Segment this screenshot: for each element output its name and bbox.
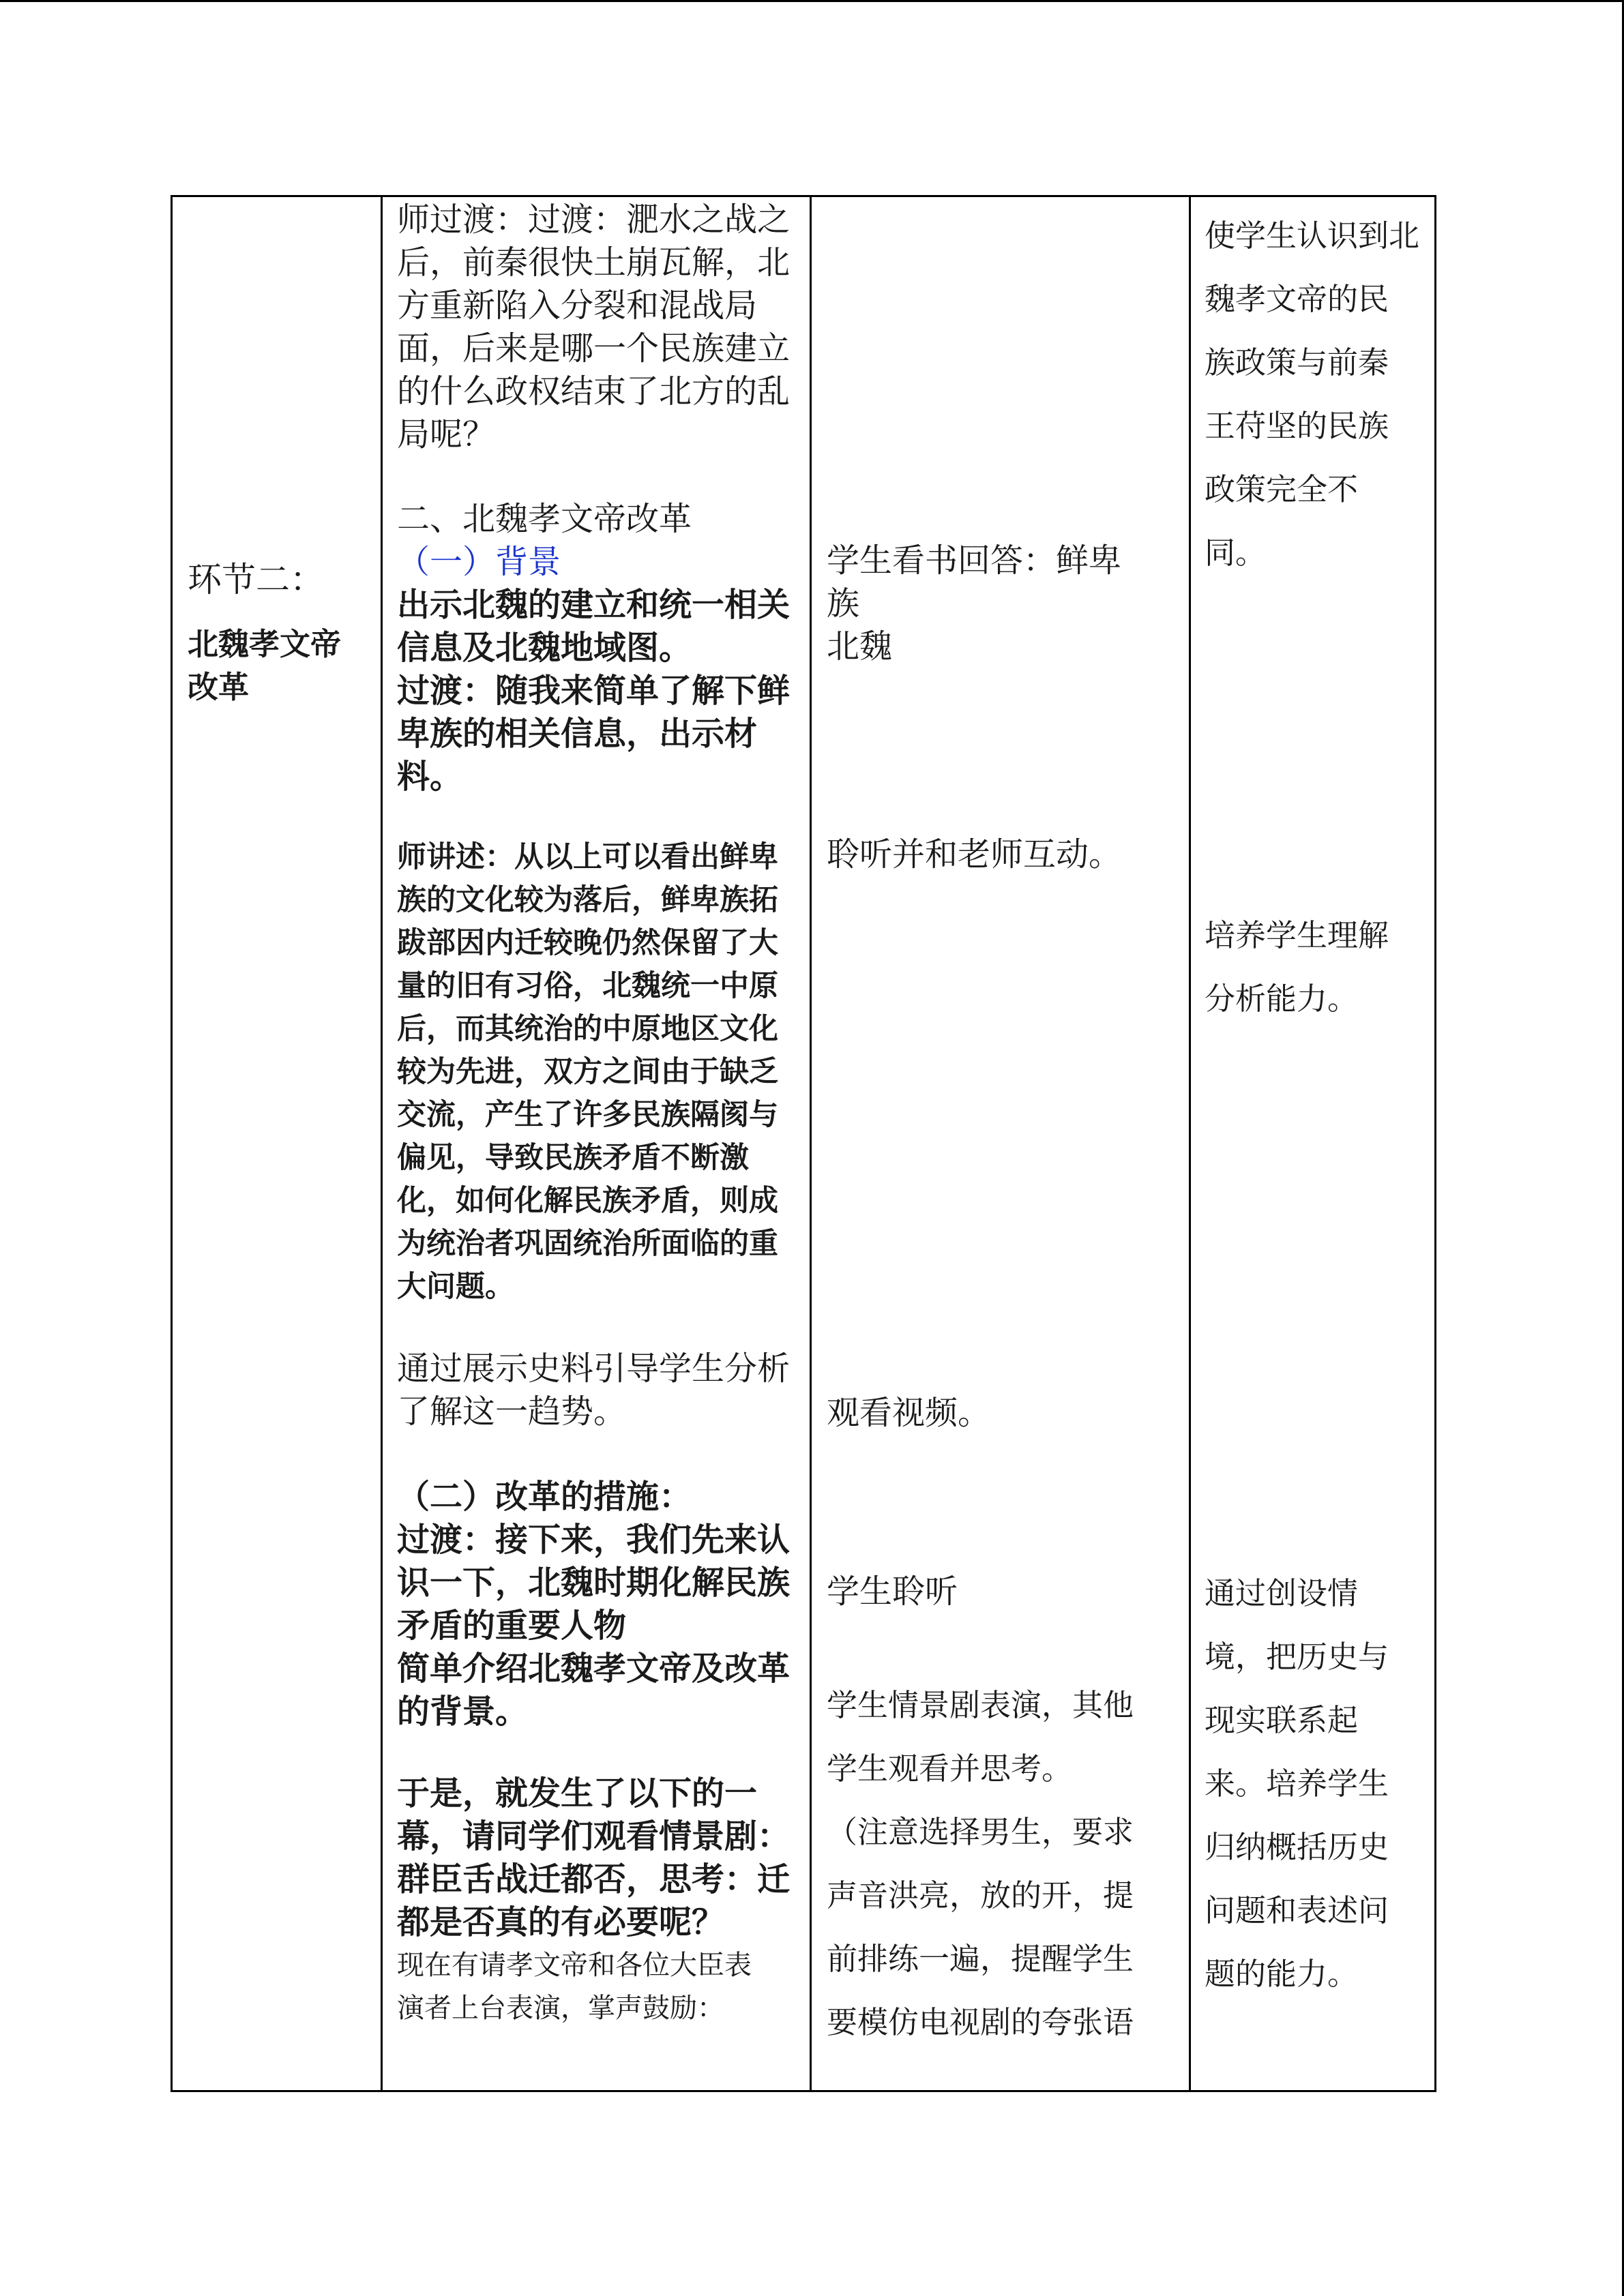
section-heading: 二、北魏孝文帝改革 bbox=[397, 500, 692, 538]
watch-video-text: 观看视频。 bbox=[827, 1394, 991, 1432]
stage-label: 环节二： bbox=[188, 560, 324, 599]
stage-cell bbox=[173, 197, 381, 2090]
stage-title: 北魏孝文帝 改革 bbox=[188, 626, 342, 705]
page-top-rule bbox=[0, 0, 1624, 2]
student-interact-text: 聆听并和老师互动。 bbox=[827, 835, 1122, 874]
lesson-plan-table bbox=[171, 195, 1436, 2092]
teacher-transition-text: 师过渡：过渡：淝水之战之 后，前秦很快土崩瓦解，北 方重新陷入分裂和混战局 面，后来是哪一个民族建立 的什么政权结束了北方的乱 局呢？ bbox=[397, 200, 791, 453]
invite-performers-text: 现在有请孝文帝和各位大臣表 演者上台表演，掌声鼓励： bbox=[397, 1950, 752, 2024]
teacher-lecture-text: 师讲述：从以上可以看出鲜卑 族的文化较为落后，鲜卑族拓 跋部因内迁较晚仍然保留了大 量的旧有习俗，北魏统一中原 后，而其统治的中原地区文化 较为先进，双方之间由于缺乏 交流，产生了许多民族隔阂与 偏见，导致民族矛盾不断激 化，如何化解民族矛盾，则成 为统治者巩固统治所面临的重 大问题。 bbox=[397, 840, 778, 1304]
design-intent-2: 培养学生理解 分析能力。 bbox=[1205, 917, 1389, 1017]
student-drama-text: 学生情景剧表演，其他 学生观看并思考。 （注意选择男生，要求 声音洪亮，放的开，提 前排练一遍，提醒学生 要模仿电视剧的夸张语 bbox=[827, 1687, 1134, 2040]
design-intent-3: 通过创设情 境，把历史与 现实联系起 来。培养学生 归纳概括历史 问题和表述问 题的能力。 bbox=[1205, 1575, 1389, 1992]
teacher-activity-cell bbox=[383, 197, 810, 2090]
student-answer-text: 学生看书回答：鲜卑 族 北魏 bbox=[827, 541, 1122, 666]
student-activity-cell bbox=[812, 197, 1189, 2090]
student-listen-text: 学生聆听 bbox=[827, 1572, 958, 1611]
design-intent-1: 使学生认识到北 魏孝文帝的民 族政策与前秦 王苻坚的民族 政策完全不 同。 bbox=[1205, 218, 1420, 571]
design-intent-cell bbox=[1191, 197, 1434, 2090]
reform-measures-text: （二）改革的措施： 过渡：接下来，我们先来认 识一下，北魏时期化解民族 矛盾的重要人物 简单介绍北魏孝文帝及改革 的背景。 bbox=[397, 1478, 791, 1731]
scene-play-text: 于是，就发生了以下的一 幕，请同学们观看情景剧： 群臣舌战迁都否，思考：迁 都是否真的有必要呢？ bbox=[397, 1774, 791, 1941]
background-subheading: （一）背景 bbox=[397, 543, 561, 581]
background-text: 出示北魏的建立和统一相关 信息及北魏地域图。 过渡：随我来简单了解下鲜 卑族的相关信息，出示材 料。 bbox=[397, 586, 791, 796]
analysis-text: 通过展示史料引导学生分析 了解这一趋势。 bbox=[397, 1350, 791, 1431]
